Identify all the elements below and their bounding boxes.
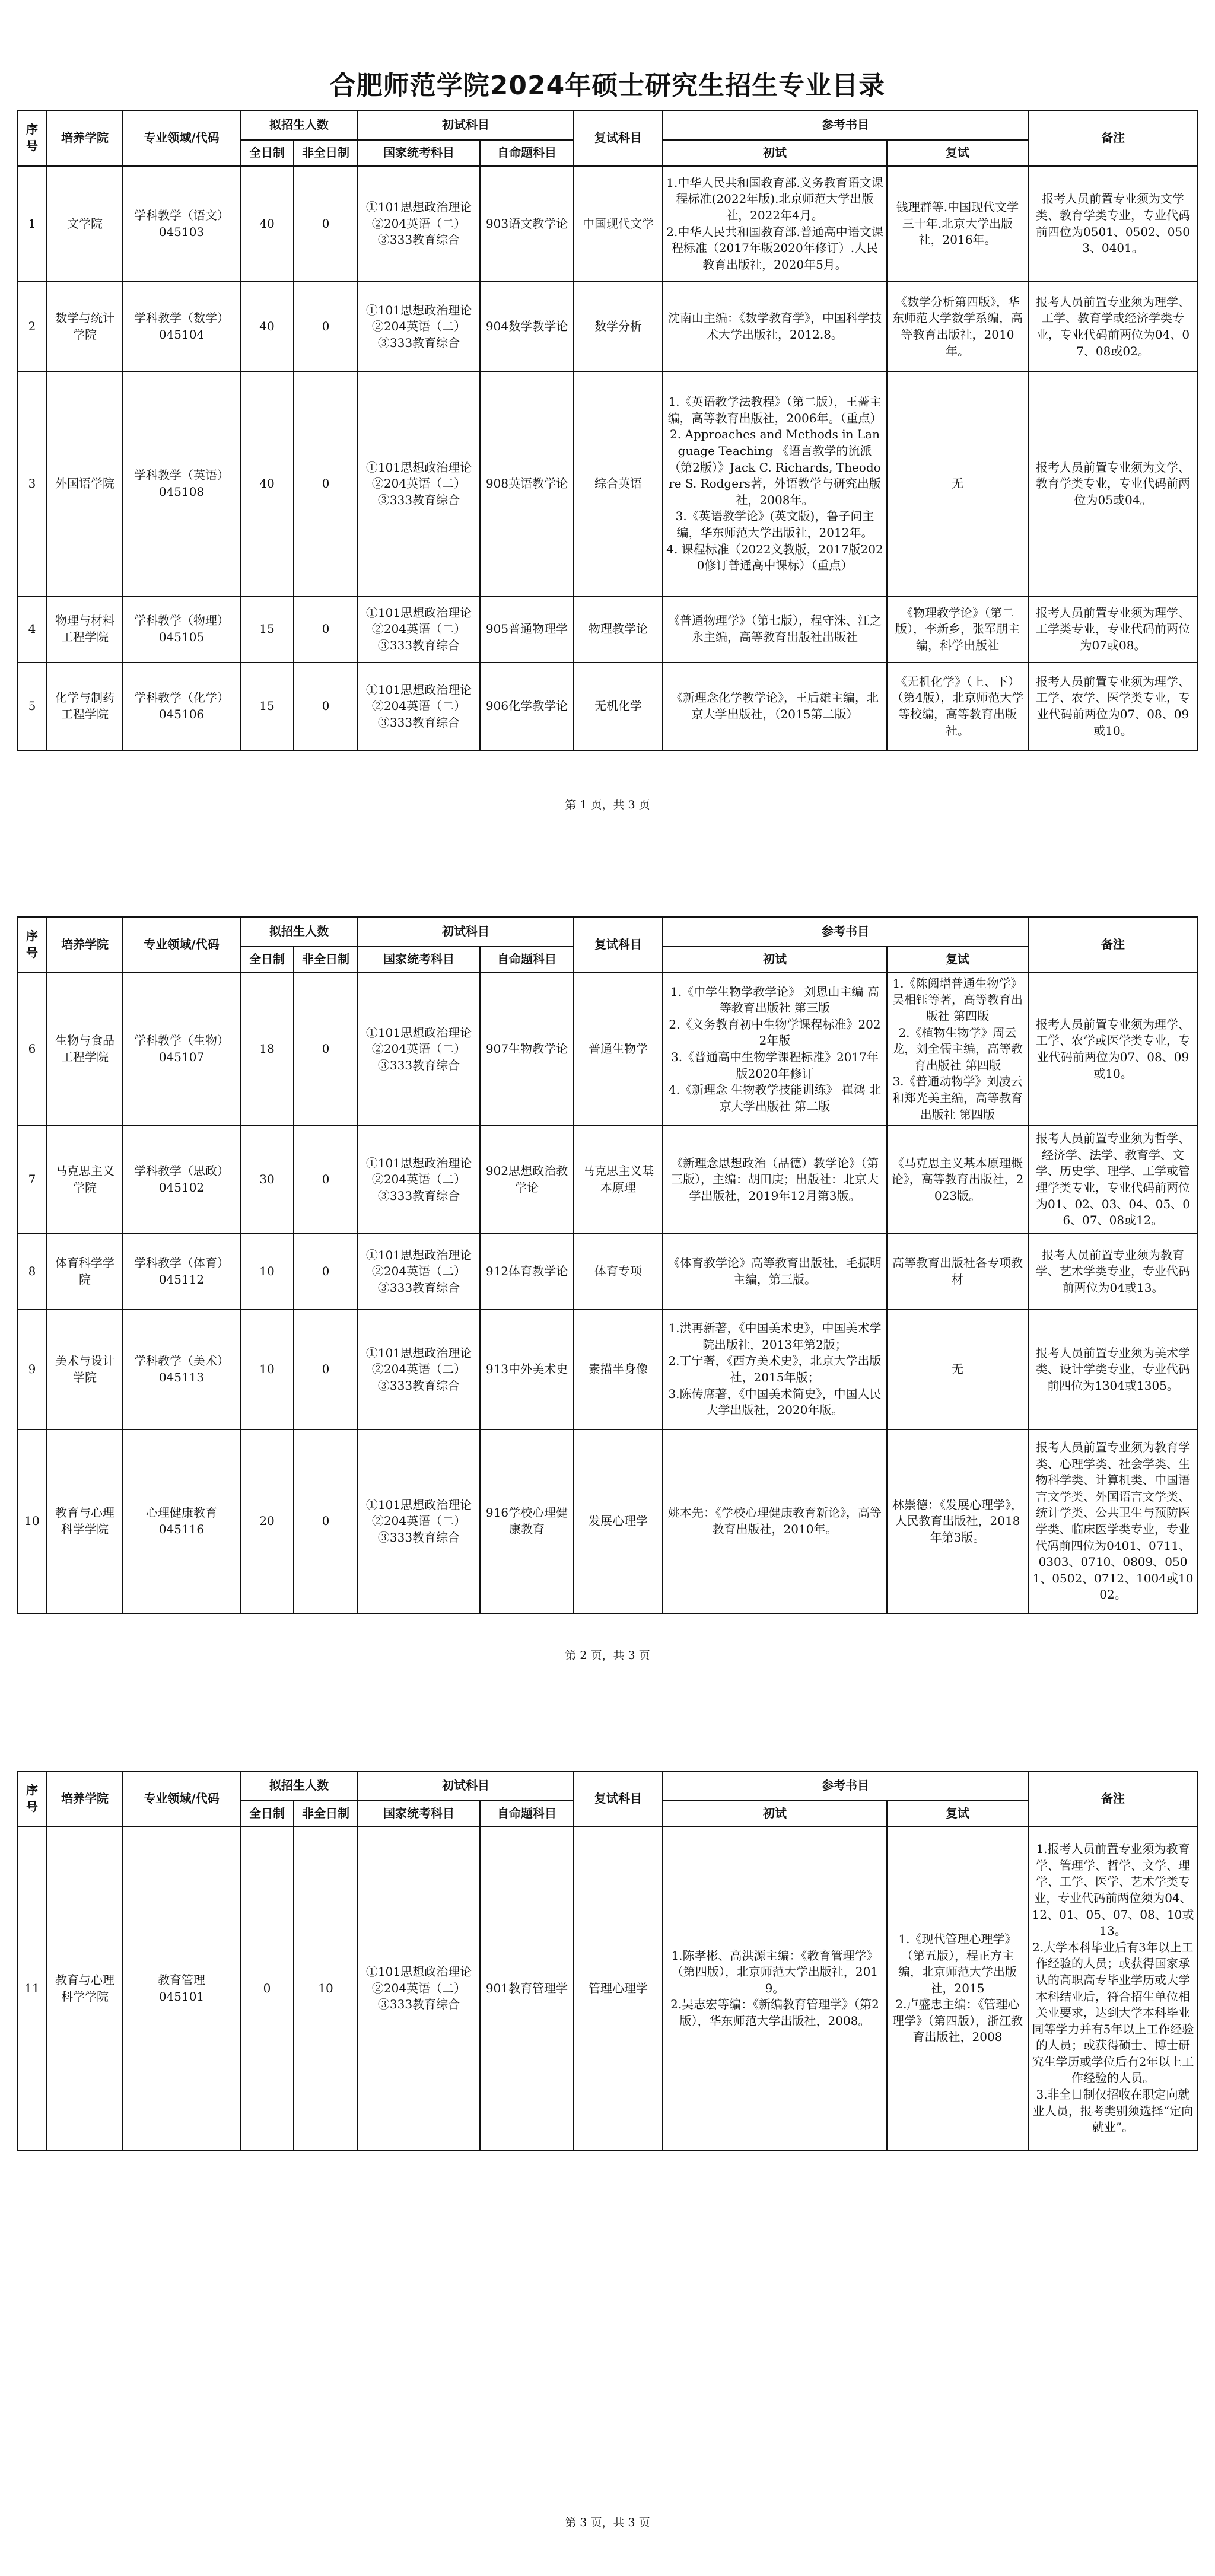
- header-retest: 复试科目: [574, 1771, 663, 1827]
- initial-references: 《普通物理学》（第七版），程守洙、江之永主编，高等教育出版社出版社: [663, 596, 887, 663]
- row-number: 9: [17, 1310, 47, 1429]
- row-number: 2: [17, 282, 47, 372]
- fulltime-quota: 40: [240, 372, 294, 596]
- initial-references: 姚本先：《学校心理健康教育新论》，高等教育出版社，2010年。: [663, 1429, 887, 1613]
- header-ref-retest: 复试: [887, 947, 1028, 973]
- national-subjects: ①101思想政治理论 ②204英语（二） ③333教育综合: [358, 1126, 480, 1234]
- header-national: 国家统考科目: [358, 140, 480, 166]
- national-subjects: ①101思想政治理论 ②204英语（二） ③333教育综合: [358, 1310, 480, 1429]
- header-fulltime: 全日制: [240, 947, 294, 973]
- retest-references: 1.《陈阅增普通生物学》 吴相钰等著，高等教育出版社 第四版 2.《植物生物学》周云龙，刘全儒主编，高等教育出版社 第四版 3.《普通动物学》刘凌云和郑光美主编，高等教育出版社 第四版: [887, 973, 1028, 1126]
- header-ref-initial: 初试: [663, 140, 887, 166]
- self-subject: 907生物教学论: [480, 973, 574, 1126]
- header-quota: 拟招生人数: [240, 917, 358, 947]
- header-self: 自命题科目: [480, 1801, 574, 1827]
- table-row: [17, 1126, 1198, 1234]
- major-cell: 学科教学（生物） 045107: [123, 973, 240, 1126]
- retest-subject: 物理教学论: [574, 596, 663, 663]
- retest-subject: 数学分析: [574, 282, 663, 372]
- header-retest: 复试科目: [574, 110, 663, 166]
- parttime-quota: 0: [294, 1310, 358, 1429]
- parttime-quota: 0: [294, 973, 358, 1126]
- parttime-quota: 0: [294, 166, 358, 282]
- major-cell: 学科教学（物理） 045105: [123, 596, 240, 663]
- row-number: 7: [17, 1126, 47, 1234]
- header-college: 培养学院: [47, 1771, 123, 1827]
- college-cell: 马克思主义学院: [47, 1126, 123, 1234]
- page-footer-3: 第 3 页，共 3 页: [565, 2516, 650, 2529]
- self-subject: 905普通物理学: [480, 596, 574, 663]
- major-cell: 学科教学（美术） 045113: [123, 1310, 240, 1429]
- major-cell: 学科教学（数学） 045104: [123, 282, 240, 372]
- remark-cell: 报考人员前置专业须为教育学类、心理学类、社会学类、生物科学类、计算机类、中国语言文学类、外国语言文学类、统计学类、公共卫生与预防医学类、临床医学类专业，专业代码前四位为0401、0711、0303、0710、0809、0501、0502、0712、1004或1002。: [1028, 1429, 1198, 1613]
- parttime-quota: 0: [294, 372, 358, 596]
- initial-references: 1.中华人民共和国教育部.义务教育语文课程标准(2022年版).北京师范大学出版社，2022年4月。 2.中华人民共和国教育部.普通高中语文课程标准（2017年版2020年修订）.人民教育出版社，2020年5月。: [663, 166, 887, 282]
- header-parttime: 非全日制: [294, 140, 358, 166]
- table-row: [17, 596, 1198, 663]
- self-subject: 906化学教学论: [480, 663, 574, 750]
- initial-references: 《体育教学论》高等教育出版社，毛振明主编，第三版。: [663, 1234, 887, 1310]
- fulltime-quota: 10: [240, 1234, 294, 1310]
- parttime-quota: 0: [294, 596, 358, 663]
- remark-cell: 报考人员前置专业须为教育学、艺术学类专业，专业代码前两位为04或13。: [1028, 1234, 1198, 1310]
- table-row: [17, 1429, 1198, 1613]
- college-cell: 教育与心理科学学院: [47, 1827, 123, 2150]
- row-number: 6: [17, 973, 47, 1126]
- retest-references: 《数学分析第四版》，华东师范大学数学系编，高等教育出版社，2010年。: [887, 282, 1028, 372]
- remark-cell: 报考人员前置专业须为理学、工学类专业，专业代码前两位为07或08。: [1028, 596, 1198, 663]
- header-initial: 初试科目: [358, 917, 574, 947]
- header-self: 自命题科目: [480, 140, 574, 166]
- retest-references: 无: [887, 372, 1028, 596]
- major-cell: 学科教学（语文） 045103: [123, 166, 240, 282]
- major-cell: 教育管理 045101: [123, 1827, 240, 2150]
- retest-subject: 马克思主义基本原理: [574, 1126, 663, 1234]
- initial-references: 《新理念化学教学论》，王后雄主编，北京大学出版社，（2015第二版）: [663, 663, 887, 750]
- college-cell: 文学院: [47, 166, 123, 282]
- initial-references: 1.洪再新著，《中国美术史》，中国美术学院出版社，2013年第2版； 2.丁宁著，《西方美术史》，北京大学出版社，2015年版； 3.陈传席著，《中国美术简史》，中国人民大学出版社，2020年版。: [663, 1310, 887, 1429]
- initial-references: 《新理念思想政治（品德）教学论》（第三版），主编：胡田庚；出版社：北京大学出版社，2019年12月第3版。: [663, 1126, 887, 1234]
- retest-references: 高等教育出版社各专项教材: [887, 1234, 1028, 1310]
- header-initial: 初试科目: [358, 1771, 574, 1801]
- header-remark: 备注: [1028, 1771, 1198, 1827]
- table-row: [17, 1310, 1198, 1429]
- fulltime-quota: 15: [240, 596, 294, 663]
- page-footer-1: 第 1 页，共 3 页: [565, 798, 650, 811]
- page-title: 合肥师范学院2024年硕士研究生招生专业目录: [329, 71, 886, 101]
- header-ref-retest: 复试: [887, 1801, 1028, 1827]
- parttime-quota: 0: [294, 1234, 358, 1310]
- table-row: [17, 663, 1198, 750]
- retest-subject: 发展心理学: [574, 1429, 663, 1613]
- retest-references: 《马克思主义基本原理概论》，高等教育出版社，2023版。: [887, 1126, 1028, 1234]
- catalog-table-page-1: [17, 110, 1198, 751]
- header-refs: 参考书目: [663, 917, 1028, 947]
- national-subjects: ①101思想政治理论 ②204英语（二） ③333教育综合: [358, 596, 480, 663]
- header-refs: 参考书目: [663, 110, 1028, 140]
- header-retest: 复试科目: [574, 917, 663, 973]
- national-subjects: ①101思想政治理论 ②204英语（二） ③333教育综合: [358, 1234, 480, 1310]
- header-college: 培养学院: [47, 917, 123, 973]
- retest-subject: 无机化学: [574, 663, 663, 750]
- college-cell: 化学与制药工程学院: [47, 663, 123, 750]
- header-national: 国家统考科目: [358, 1801, 480, 1827]
- header-ref-retest: 复试: [887, 140, 1028, 166]
- table-row: [17, 973, 1198, 1126]
- initial-references: 1.《中学生物学教学论》 刘恩山主编 高等教育出版社 第三版 2.《义务教育初中生物学课程标准》2022年版 3.《普通高中生物学课程标准》2017年版2020年修订 4.《新理念 生物教学技能训练》 崔鸿 北京大学出版社 第二版: [663, 973, 887, 1126]
- retest-subject: 普通生物学: [574, 973, 663, 1126]
- major-cell: 学科教学（思政） 045102: [123, 1126, 240, 1234]
- remark-cell: 报考人员前置专业须为美术学类、设计学类专业，专业代码前四位为1304或1305。: [1028, 1310, 1198, 1429]
- remark-cell: 报考人员前置专业须为理学、工学、农学、医学类专业，专业代码前两位为07、08、09或10。: [1028, 663, 1198, 750]
- header-major: 专业领域/代码: [123, 917, 240, 973]
- header-refs: 参考书目: [663, 1771, 1028, 1801]
- initial-references: 1.《英语教学法教程》（第二版），王蔷主编，高等教育出版社，2006年。（重点） 2. Approaches and Methods in Language Teaching 《语言教学的流派（第2版）》Jack C. Richards, Theodore S. Rodgers著，外语教学与研究出版社，2008年。 3.《英语教学论》(英文版)，鲁子问主编，华东师范大学出版社，2012年。 4. 课程标准（2022义教版，2017版2020修订普通高中课标）（重点）: [663, 372, 887, 596]
- college-cell: 体育科学学院: [47, 1234, 123, 1310]
- parttime-quota: 10: [294, 1827, 358, 2150]
- remark-cell: 报考人员前置专业须为文学类、教育学类专业，专业代码前四位为0501、0502、0503、0401。: [1028, 166, 1198, 282]
- header-national: 国家统考科目: [358, 947, 480, 973]
- row-number: 11: [17, 1827, 47, 2150]
- self-subject: 901教育管理学: [480, 1827, 574, 2150]
- table-row: [17, 282, 1198, 372]
- fulltime-quota: 10: [240, 1310, 294, 1429]
- retest-references: 1.《现代管理心理学》（第五版），程正方主编，北京师范大学出版社，2015 2.卢盛忠主编：《管理心理学》（第四版），浙江教育出版社，2008: [887, 1827, 1028, 2150]
- retest-references: 《无机化学》（上、下）（第4版），北京师范大学等校编，高等教育出版社。: [887, 663, 1028, 750]
- self-subject: 908英语教学论: [480, 372, 574, 596]
- self-subject: 916学校心理健康教育: [480, 1429, 574, 1613]
- parttime-quota: 0: [294, 663, 358, 750]
- remark-cell: 报考人员前置专业须为理学、工学、农学或医学类专业，专业代码前两位为07、08、09或10。: [1028, 973, 1198, 1126]
- retest-subject: 体育专项: [574, 1234, 663, 1310]
- header-remark: 备注: [1028, 917, 1198, 973]
- college-cell: 数学与统计学院: [47, 282, 123, 372]
- header-major: 专业领域/代码: [123, 1771, 240, 1827]
- retest-subject: 综合英语: [574, 372, 663, 596]
- self-subject: 903语文教学论: [480, 166, 574, 282]
- header-quota: 拟招生人数: [240, 110, 358, 140]
- row-number: 3: [17, 372, 47, 596]
- college-cell: 生物与食品工程学院: [47, 973, 123, 1126]
- parttime-quota: 0: [294, 282, 358, 372]
- header-major: 专业领域/代码: [123, 110, 240, 166]
- major-cell: 学科教学（化学） 045106: [123, 663, 240, 750]
- header-fulltime: 全日制: [240, 140, 294, 166]
- remark-cell: 1.报考人员前置专业须为教育学、管理学、哲学、文学、理学、工学、医学、艺术学类专业，专业代码前两位须为04、12、01、05、07、08、10或13。 2.大学本科毕业后有3年以上工作经验的人员；或获得国家承认的高职高专毕业学历或大学本科结业后，符合招生单位相关业要求，达到大学本科毕业同等学力并有5年以上工作经验的人员；或获得硕士、博士研究生学历或学位后有2年以上工作经验的人员。 3.非全日制仅招收在职定向就业人员，报考类别须选择“定向就业”。: [1028, 1827, 1198, 2150]
- catalog-table-page-3: [17, 1771, 1198, 2151]
- college-cell: 物理与材料工程学院: [47, 596, 123, 663]
- header-ref-initial: 初试: [663, 947, 887, 973]
- parttime-quota: 0: [294, 1429, 358, 1613]
- retest-subject: 素描半身像: [574, 1310, 663, 1429]
- national-subjects: ①101思想政治理论 ②204英语（二） ③333教育综合: [358, 282, 480, 372]
- college-cell: 教育与心理科学学院: [47, 1429, 123, 1613]
- major-cell: 学科教学（体育） 045112: [123, 1234, 240, 1310]
- header-no: 序号: [17, 917, 47, 973]
- remark-cell: 报考人员前置专业须为文学、教育学类专业，专业代码前两位为05或04。: [1028, 372, 1198, 596]
- header-college: 培养学院: [47, 110, 123, 166]
- major-cell: 心理健康教育 045116: [123, 1429, 240, 1613]
- retest-references: 林崇德：《发展心理学》，人民教育出版社，2018年第3版。: [887, 1429, 1028, 1613]
- header-initial: 初试科目: [358, 110, 574, 140]
- national-subjects: ①101思想政治理论 ②204英语（二） ③333教育综合: [358, 372, 480, 596]
- header-no: 序号: [17, 110, 47, 166]
- retest-references: 钱理群等.中国现代文学三十年.北京大学出版社，2016年。: [887, 166, 1028, 282]
- row-number: 4: [17, 596, 47, 663]
- header-remark: 备注: [1028, 110, 1198, 166]
- college-cell: 外国语学院: [47, 372, 123, 596]
- self-subject: 904数学教学论: [480, 282, 574, 372]
- header-self: 自命题科目: [480, 947, 574, 973]
- self-subject: 913中外美术史: [480, 1310, 574, 1429]
- national-subjects: ①101思想政治理论 ②204英语（二） ③333教育综合: [358, 973, 480, 1126]
- national-subjects: ①101思想政治理论 ②204英语（二） ③333教育综合: [358, 1827, 480, 2150]
- national-subjects: ①101思想政治理论 ②204英语（二） ③333教育综合: [358, 1429, 480, 1613]
- fulltime-quota: 40: [240, 166, 294, 282]
- header-quota: 拟招生人数: [240, 1771, 358, 1801]
- initial-references: 1.陈孝彬、高洪源主编：《教育管理学》（第四版），北京师范大学出版社，2019。 2.吴志宏等编：《新编教育管理学》（第2版），华东师范大学出版社，2008。: [663, 1827, 887, 2150]
- fulltime-quota: 20: [240, 1429, 294, 1613]
- fulltime-quota: 30: [240, 1126, 294, 1234]
- remark-cell: 报考人员前置专业须为理学、工学、教育学或经济学类专业，专业代码前两位为04、07、08或02。: [1028, 282, 1198, 372]
- catalog-table-page-2: [17, 916, 1198, 1614]
- retest-subject: 中国现代文学: [574, 166, 663, 282]
- college-cell: 美术与设计学院: [47, 1310, 123, 1429]
- header-ref-initial: 初试: [663, 1801, 887, 1827]
- header-parttime: 非全日制: [294, 1801, 358, 1827]
- table-row: [17, 1827, 1198, 2150]
- row-number: 8: [17, 1234, 47, 1310]
- row-number: 1: [17, 166, 47, 282]
- major-cell: 学科教学（英语） 045108: [123, 372, 240, 596]
- row-number: 10: [17, 1429, 47, 1613]
- initial-references: 沈南山主编：《数学教育学》，中国科学技术大学出版社，2012.8。: [663, 282, 887, 372]
- header-parttime: 非全日制: [294, 947, 358, 973]
- national-subjects: ①101思想政治理论 ②204英语（二） ③333教育综合: [358, 663, 480, 750]
- table-row: [17, 372, 1198, 596]
- fulltime-quota: 15: [240, 663, 294, 750]
- remark-cell: 报考人员前置专业须为哲学、经济学、法学、教育学、文学、历史学、理学、工学或管理学类专业，专业代码前两位为01、02、03、04、05、06、07、08或12。: [1028, 1126, 1198, 1234]
- header-fulltime: 全日制: [240, 1801, 294, 1827]
- retest-references: 《物理教学论》（第二版），李新乡，张军朋主编，科学出版社: [887, 596, 1028, 663]
- row-number: 5: [17, 663, 47, 750]
- self-subject: 902思想政治教学论: [480, 1126, 574, 1234]
- fulltime-quota: 40: [240, 282, 294, 372]
- national-subjects: ①101思想政治理论 ②204英语（二） ③333教育综合: [358, 166, 480, 282]
- page-footer-2: 第 2 页，共 3 页: [565, 1649, 650, 1662]
- table-row: [17, 1234, 1198, 1310]
- table-row: [17, 166, 1198, 282]
- parttime-quota: 0: [294, 1126, 358, 1234]
- retest-references: 无: [887, 1310, 1028, 1429]
- header-no: 序号: [17, 1771, 47, 1827]
- self-subject: 912体育教学论: [480, 1234, 574, 1310]
- fulltime-quota: 18: [240, 973, 294, 1126]
- retest-subject: 管理心理学: [574, 1827, 663, 2150]
- fulltime-quota: 0: [240, 1827, 294, 2150]
